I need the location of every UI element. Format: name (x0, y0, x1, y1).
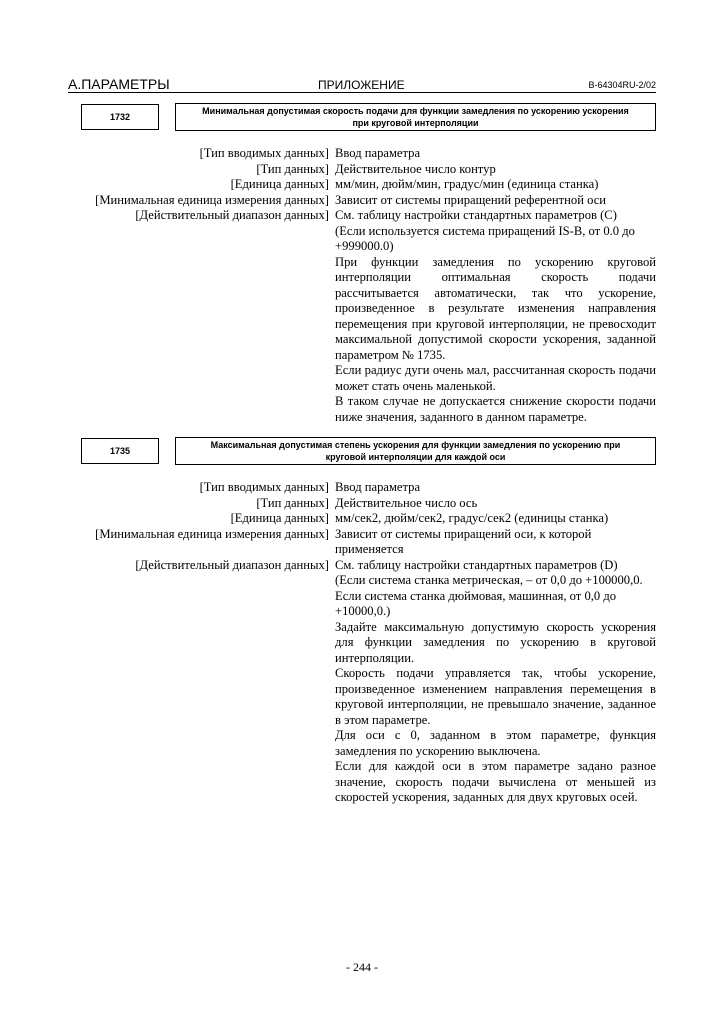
param-row (68, 208, 658, 425)
min-unit-text: Зависит от системы приращений оси, к которой применяется (335, 526, 592, 556)
param-number-box (81, 104, 159, 130)
description-paragraph: Если радиус дуги очень мал, рассчитанная скорость подачи может стать очень маленькой. (335, 363, 656, 393)
param-value (335, 208, 656, 425)
param-title-box (175, 437, 656, 465)
param-label: [Тип вводимых данных] (199, 480, 329, 494)
param-title-line: Максимальная допустимая степень ускорения для функции замедления по ускорению при (210, 440, 621, 450)
description-paragraph: Если для каждой оси в этом параметре задано разное значение, скорость подачи вычислена от меньшей из скоростей ускорения, заданных для двух круговых осей. (335, 759, 656, 804)
param-row (68, 480, 658, 496)
param-title-box (175, 103, 656, 131)
param-label: [Тип вводимых данных] (199, 146, 329, 160)
param-value (335, 558, 656, 806)
param-label: [Тип данных] (256, 161, 329, 176)
description-paragraph: Задайте максимальную допустимую скорость ускорения для функции замедления по ускорению в круговой интерполяции. (335, 619, 656, 665)
range-text: См. таблицу настройки стандартных параметров (D) (335, 557, 618, 572)
param-label: [Минимальная единица измерения данных] (95, 192, 329, 207)
param-row (68, 511, 658, 527)
description-paragraph: При функции замедления по ускорению круговой интерполяции оптимальная скорость подачи рассчитывается автоматически, так что ускорение, произведенное в результате изменения направления перемещения при круговой интерполяции, не превосходит максимальной допустимой скорости ускорения, заданной параметром № 1735. (335, 254, 656, 362)
description-paragraph: (Если система станка метрическая, – от 0,0 до +100000,0. Если система станка дюймовая, машинная, от 0,0 до +10000,0.) (335, 573, 643, 618)
param-row (68, 177, 658, 193)
param-value: Ввод параметра (335, 146, 421, 160)
param-label: [Действительный диапазон данных] (135, 208, 329, 222)
param-title-line: Минимальная допустимая скорость подачи для функции замедления по ускорению ускорения (202, 106, 629, 116)
param-row (68, 146, 658, 162)
section-title: А.ПАРАМЕТРЫ (68, 76, 170, 92)
param-value: мм/сек2, дюйм/сек2, градус/сек2 (единицы станка) (335, 511, 609, 525)
appendix-title: ПРИЛОЖЕНИЕ (318, 78, 405, 92)
range-text: См. таблицу настройки стандартных параметров (C) (335, 208, 617, 222)
param-label: [Единица данных] (230, 511, 329, 525)
param-number: 1735 (109, 446, 131, 456)
param-number: 1732 (109, 112, 131, 122)
param-label: [Единица данных] (230, 177, 329, 191)
param-label: [Тип данных] (256, 495, 329, 510)
page-header (68, 76, 656, 92)
param-row (68, 193, 658, 209)
param-value: мм/мин, дюйм/мин, градус/мин (единица станка) (335, 177, 599, 191)
description-paragraph: (Если используется система приращений IS-B, от 0.0 до +999000.0) (335, 223, 635, 253)
param-value: Ввод параметра (335, 480, 421, 494)
page-number: - 244 - (346, 960, 378, 974)
param-title-line: при круговой интерполяции (352, 118, 479, 128)
description-paragraph: Для оси с 0, заданном в этом параметре, функция замедления по ускорению выключена. (335, 728, 656, 758)
header-rule (68, 92, 656, 93)
description-paragraph: В таком случае не допускается снижение скорости подачи ниже значения, заданного в данном параметре. (335, 394, 656, 424)
param-value: Действительное число ось (335, 495, 478, 510)
param-row (68, 496, 658, 512)
param-row (68, 162, 658, 178)
param-details-table (68, 146, 658, 425)
param-value: Зависит от системы приращений референтной оси (335, 192, 607, 207)
param-title-line: круговой интерполяции для каждой оси (325, 452, 506, 462)
param-row (68, 527, 658, 558)
document-code: B-64304RU-2/02 (588, 80, 656, 90)
param-label: [Минимальная единица измерения данных] (95, 526, 329, 541)
param-value: Действительное число контур (335, 161, 496, 176)
param-details-table (68, 480, 658, 806)
description-paragraph: Скорость подачи управляется так, чтобы ускорение, произведенное изменением направления перемещения в круговой интерполяции, не превышало значение, заданное в этом параметре. (335, 666, 656, 727)
param-number-box (81, 438, 159, 464)
param-label: [Действительный диапазон данных] (135, 557, 329, 572)
param-row (68, 558, 658, 806)
param-value (335, 527, 656, 558)
